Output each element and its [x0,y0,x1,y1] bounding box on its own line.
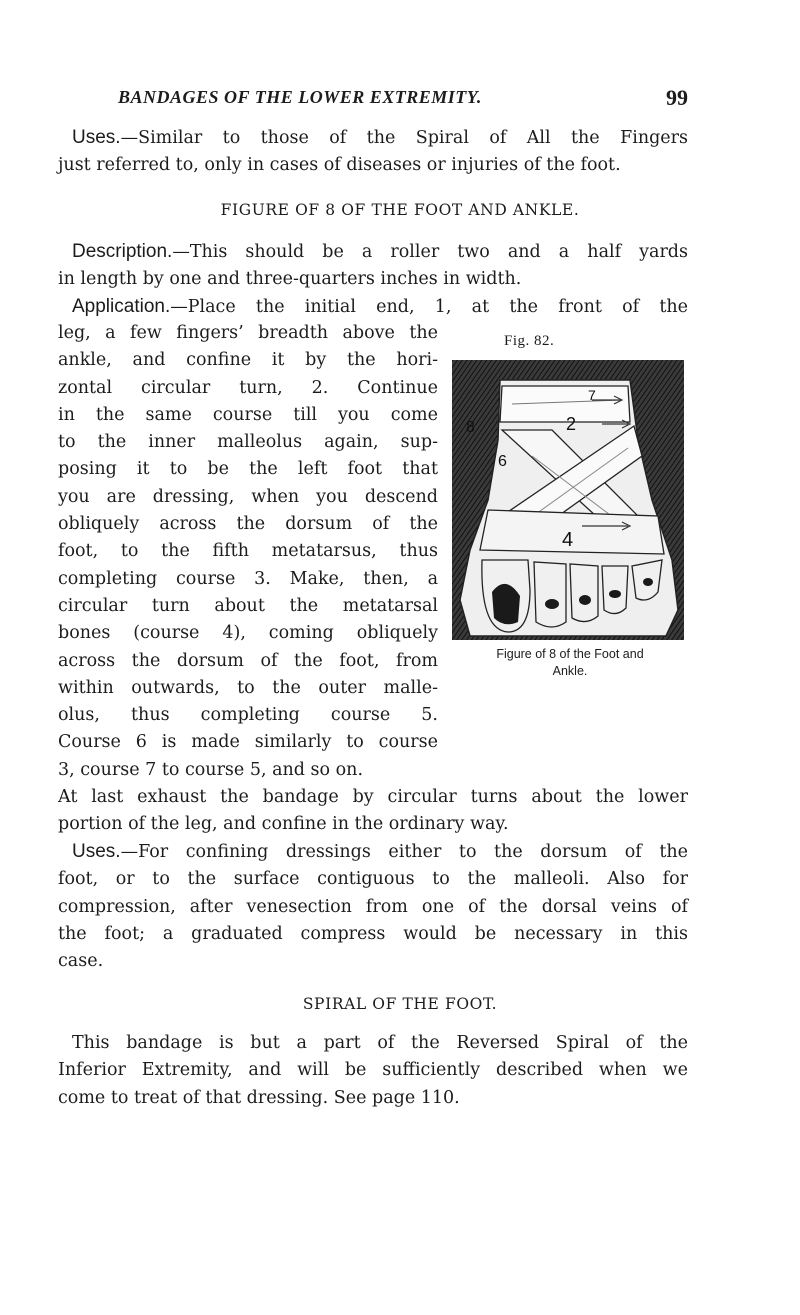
spiral-paragraph [58,1030,688,1112]
application-line: across the dorsum of the foot, from [58,650,438,671]
application-line: bones (course 4), coming obliquely [58,623,438,644]
application-line: ankle, and confine it by the hori- [58,350,438,371]
figure-caption-line-1: Figure of 8 of the Foot and [496,647,644,661]
application-line: zontal circular turn, 2. Continue [58,377,438,398]
page-header [118,87,688,115]
figure-caption-line-2: Ankle. [552,664,588,678]
figure-number-8: 8 [466,419,475,436]
application-line: 3, course 7 to course 5, and so on. [58,759,364,780]
application-line: in the same course till you come [58,404,438,425]
application-tail-line-1: At last exhaust the bandage by circular turns about the lower [58,787,688,807]
uses-intro-text-1: —Similar to those of the Spiral of All the Fingers [120,128,688,148]
spiral-line-2: Inferior Extremity, and will be sufficiently described when we [58,1060,688,1081]
description-text-1: —This should be a roller two and a half yards [172,242,688,262]
figure-number-7: 7 [588,387,596,403]
application-line: foot, to the fifth metatarsus, thus [58,541,438,562]
spiral-line-1: This bandage is but a part of the Reversed Spiral of the [72,1033,688,1053]
uses-second-line-4: the foot; a graduated compress would be necessary in this [58,923,688,944]
section-title-figure-of-8: FIGURE OF 8 OF THE FOOT AND ANKLE. [220,201,580,219]
uses-intro-paragraph [58,124,688,180]
figure-number-4: 4 [562,529,574,551]
uses-second-text-1: —For confining dressings either to the dorsum of the [120,842,688,862]
application-wrapped-text [58,320,438,784]
figure-caption [450,646,690,680]
uses-second-line-3: compression, after venesection from one of the dorsal veins of [58,896,688,917]
description-line-2: in length by one and three-quarters inches in width. [58,269,522,290]
application-line: you are dressing, when you descend [58,486,438,507]
application-paragraph [58,293,688,321]
application-line: obliquely across the dorsum of the [58,514,438,535]
uses-second-line-2: foot, or to the surface contiguous to the malleoli. Also for [58,869,688,890]
application-lead: Application. [72,296,171,317]
page-number: 99 [666,85,688,110]
description-line-1 [58,238,688,266]
uses-intro-lead: Uses. [72,127,121,148]
application-line: to the inner malleolus again, sup- [58,432,438,453]
section-title-spiral-of-foot: SPIRAL OF THE FOOT. [302,995,498,1013]
application-tail-line-2: portion of the leg, and confine in the ordinary way. [58,814,509,835]
running-title: BANDAGES OF THE LOWER EXTREMITY. [118,87,482,107]
application-text-1: —Place the initial end, 1, at the front of the [170,297,688,317]
application-line: within outwards, to the outer malle- [58,677,438,698]
figure-number-2: 2 [566,414,577,434]
uses-second-paragraph [58,838,688,975]
spiral-line-3: come to treat of that dressing. See page 110. [58,1087,460,1108]
application-line: Course 6 is made similarly to course [58,732,438,753]
application-line: olus, thus completing course 5. [58,705,438,726]
description-lead: Description. [72,241,173,262]
figure-number-6: 6 [498,453,507,470]
bandaged-foot-illustration [452,360,684,640]
application-line: completing course 3. Make, then, a [58,568,438,589]
application-tail [58,784,688,839]
figure-82 [450,333,686,740]
figure-label: Fig. 82. [504,333,555,349]
application-line: circular turn about the metatarsal [58,595,438,616]
uses-second-line-5: case. [58,951,104,972]
uses-second-lead: Uses. [72,841,121,862]
uses-intro-line-1 [58,124,688,152]
uses-second-line-1 [58,838,688,866]
application-line: posing it to be the left foot that [58,459,438,480]
uses-intro-line-2: just referred to, only in cases of diseases or injuries of the foot. [58,155,621,176]
application-line-1 [58,293,688,321]
application-line: leg, a few fingers’ breadth above the [58,323,438,343]
description-paragraph [58,238,688,294]
